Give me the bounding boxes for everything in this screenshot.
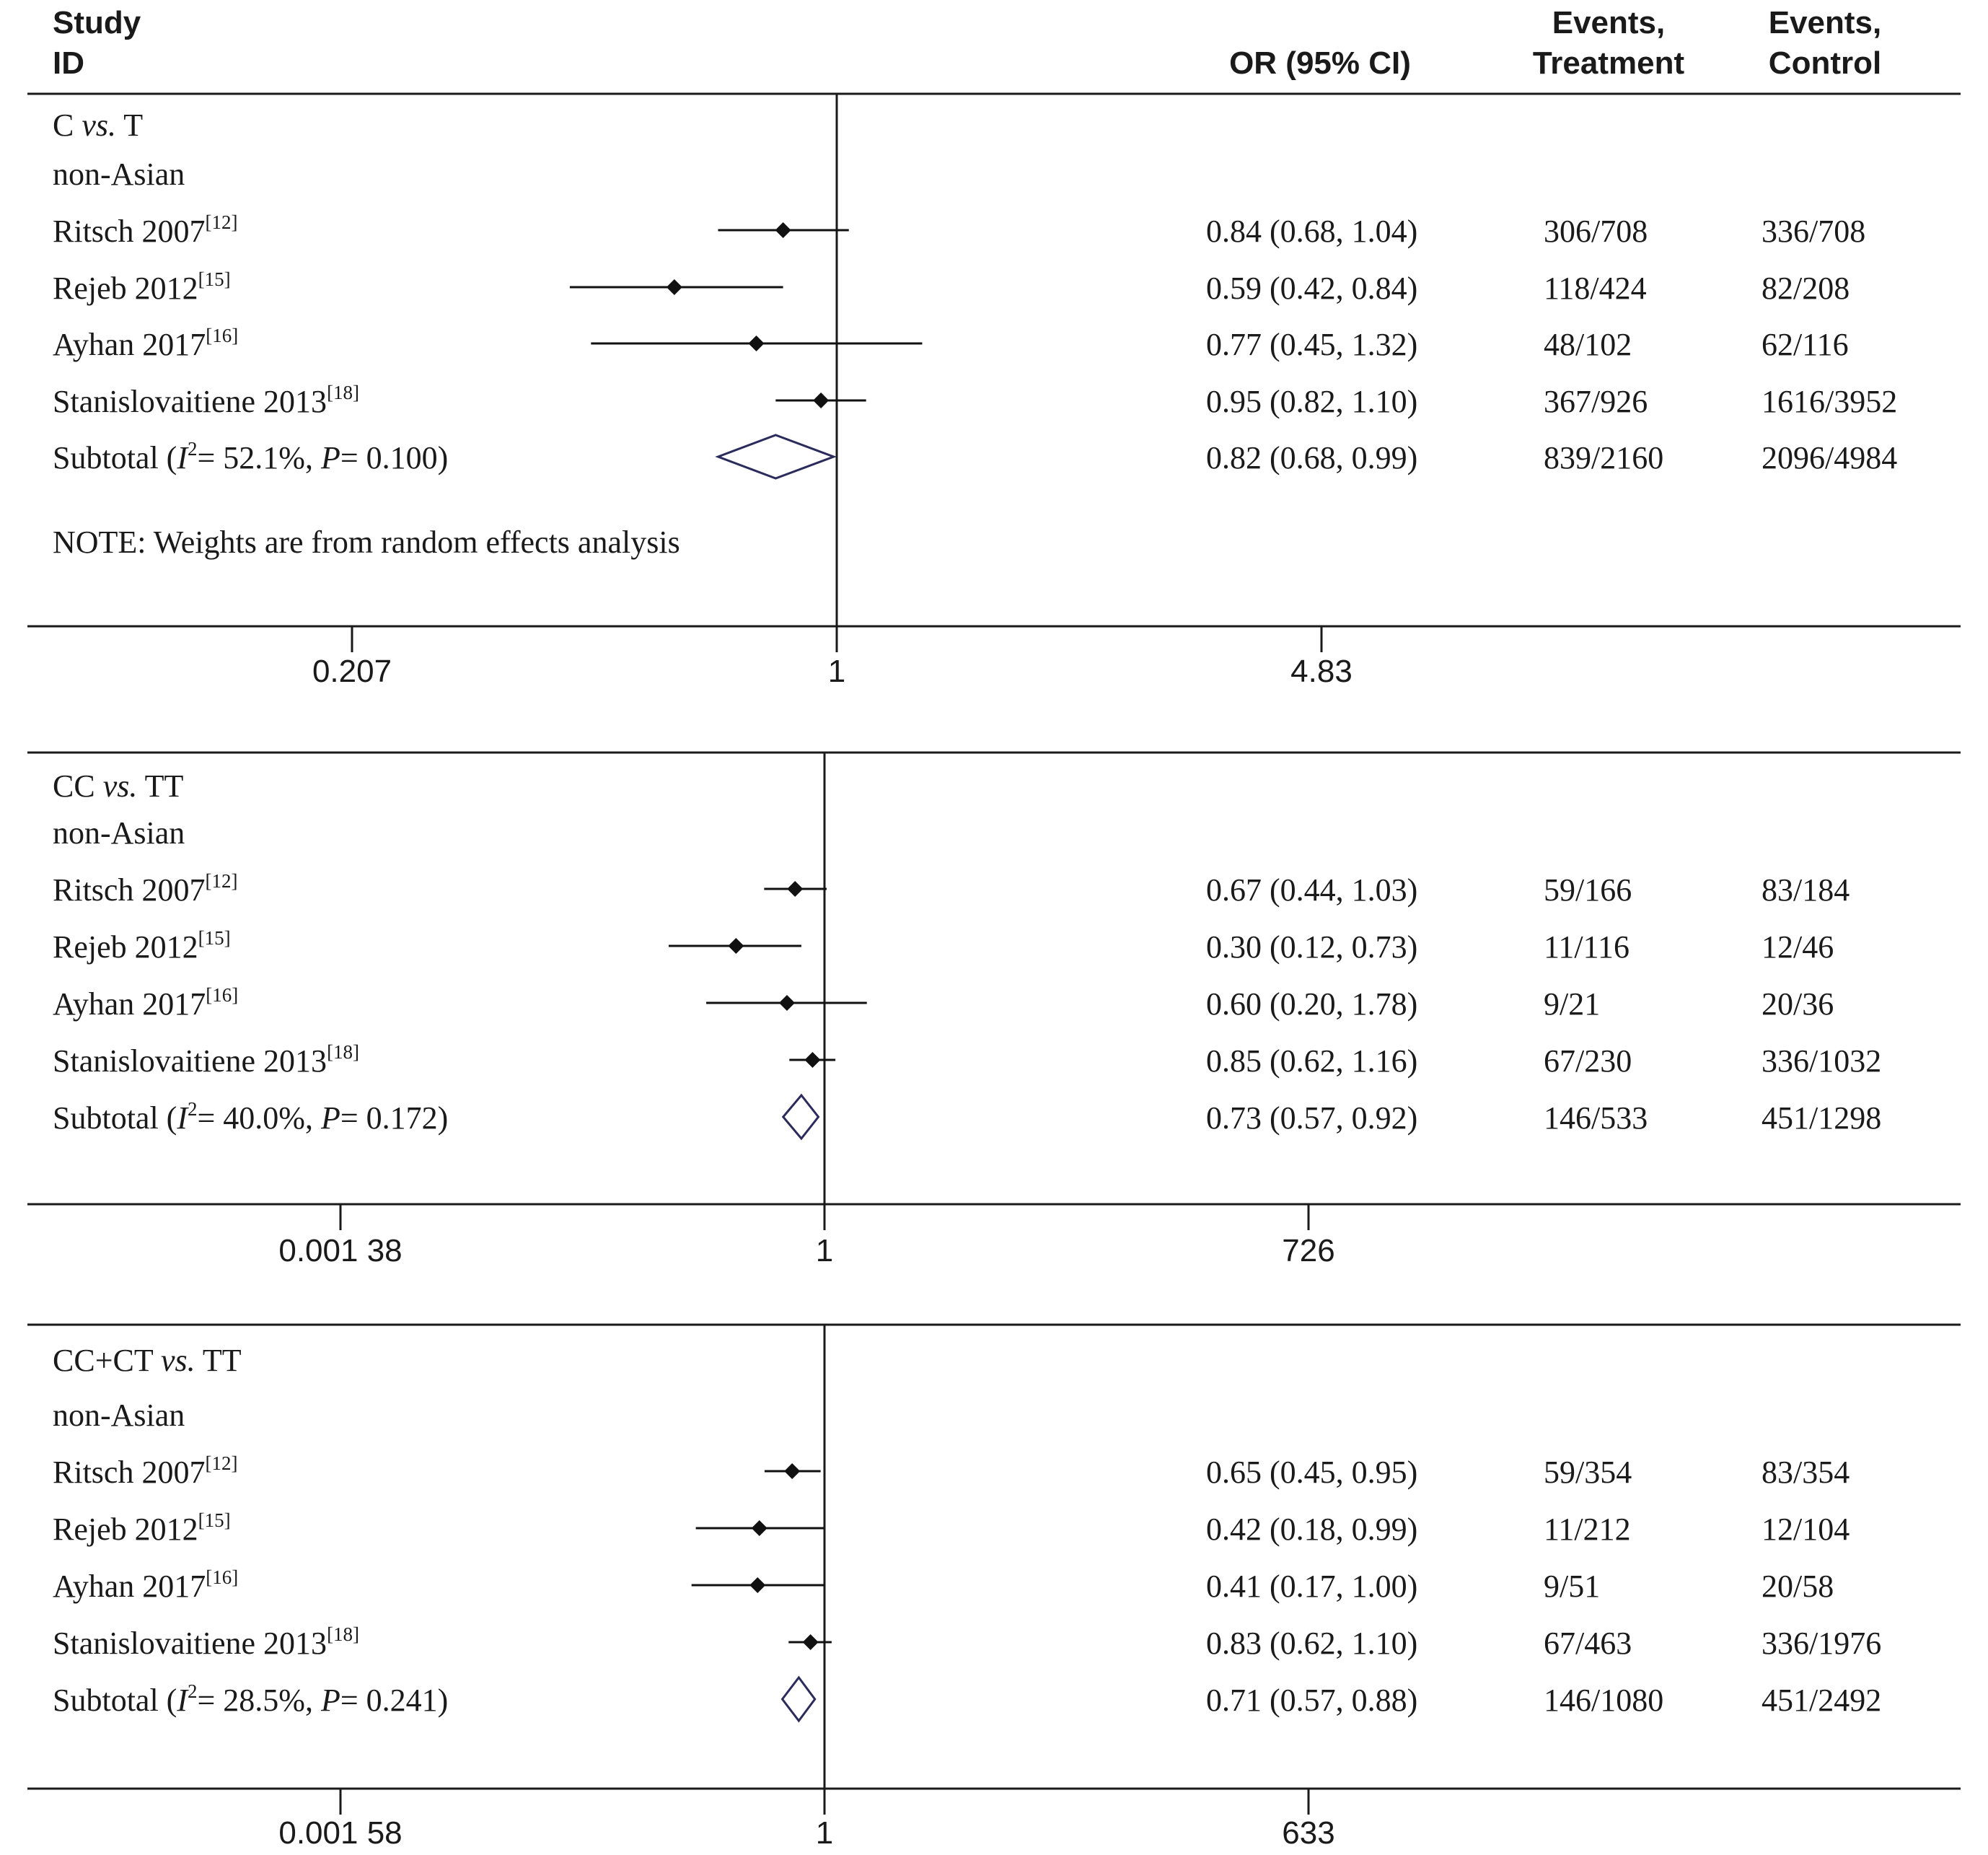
subtotal-or-ci-value: 0.73 (0.57, 0.92) xyxy=(1206,1100,1418,1136)
study-label xyxy=(53,325,238,362)
subtotal-events-treatment: 146/1080 xyxy=(1544,1683,1664,1718)
events-treatment-header-line1: Events, xyxy=(1552,5,1666,40)
subtotal-label xyxy=(53,438,448,475)
subtotal-or-ci-value: 0.82 (0.68, 0.99) xyxy=(1206,440,1418,475)
subgroup-label: non-Asian xyxy=(53,157,185,192)
study-label xyxy=(53,1041,359,1079)
comparison-vs: vs. xyxy=(160,1343,195,1378)
events-treatment-value: 67/463 xyxy=(1544,1626,1632,1661)
subtotal-word: Subtotal ( xyxy=(53,1100,177,1136)
pooled-estimate-diamond xyxy=(718,435,833,478)
x-tick-label: 0.001 58 xyxy=(278,1815,403,1851)
events-treatment-value: 67/230 xyxy=(1544,1043,1632,1079)
subtotal-i: I xyxy=(177,1100,188,1136)
or-ci-value: 0.77 (0.45, 1.32) xyxy=(1206,327,1418,362)
study-label xyxy=(53,870,237,908)
study-reference: [12] xyxy=(205,870,238,892)
comparison-title xyxy=(53,108,143,143)
study-name: Ritsch 2007 xyxy=(53,872,206,908)
or-ci-value: 0.65 (0.45, 0.95) xyxy=(1206,1455,1418,1490)
study-label xyxy=(53,1566,238,1604)
study-name: Stanislovaitiene 2013 xyxy=(53,384,327,419)
comparison-suffix: TT xyxy=(137,768,184,804)
comparison-prefix: CC xyxy=(53,768,103,804)
events-control-value: 12/46 xyxy=(1762,929,1834,965)
study-reference: [15] xyxy=(198,927,231,949)
events-treatment-value: 118/424 xyxy=(1544,271,1647,306)
events-control-value: 83/184 xyxy=(1762,872,1850,908)
subtotal-i2-value: = 52.1%, xyxy=(197,440,321,475)
study-header-line1: Study xyxy=(53,5,141,40)
comparison-vs: vs. xyxy=(102,768,138,804)
study-name: Ayhan 2017 xyxy=(53,986,206,1022)
subtotal-i2-value: = 28.5%, xyxy=(197,1683,321,1718)
subtotal-word: Subtotal ( xyxy=(53,1683,177,1718)
subtotal-or-ci-value: 0.71 (0.57, 0.88) xyxy=(1206,1683,1418,1718)
events-control-value: 82/208 xyxy=(1762,271,1850,306)
subtotal-events-treatment: 839/2160 xyxy=(1544,440,1664,475)
study-label xyxy=(53,1509,231,1547)
study-label xyxy=(53,927,231,965)
events-control-value: 336/1032 xyxy=(1762,1043,1882,1079)
study-name: Ayhan 2017 xyxy=(53,1569,206,1604)
point-estimate-marker xyxy=(813,393,829,408)
events-treatment-value: 9/21 xyxy=(1544,986,1601,1022)
subtotal-p: P xyxy=(320,1100,340,1136)
study-name: Ayhan 2017 xyxy=(53,327,206,362)
pooled-estimate-diamond xyxy=(783,1095,819,1139)
study-label xyxy=(53,211,237,249)
study-name: Rejeb 2012 xyxy=(53,1512,198,1547)
study-reference: [16] xyxy=(206,325,239,346)
study-reference: [18] xyxy=(327,382,360,403)
study-header-line2: ID xyxy=(53,45,84,81)
study-name: Stanislovaitiene 2013 xyxy=(53,1626,327,1661)
point-estimate-marker xyxy=(787,881,803,897)
events-control-value: 20/36 xyxy=(1762,986,1834,1022)
point-estimate-marker xyxy=(752,1520,768,1536)
subtotal-events-treatment: 146/533 xyxy=(1544,1100,1648,1136)
comparison-prefix: C xyxy=(53,108,82,143)
or-ci-value: 0.42 (0.18, 0.99) xyxy=(1206,1512,1418,1547)
events-treatment-value: 59/354 xyxy=(1544,1455,1632,1490)
subtotal-label xyxy=(53,1680,448,1718)
events-control-value: 62/116 xyxy=(1762,327,1849,362)
study-reference: [12] xyxy=(205,1452,238,1474)
study-name: Rejeb 2012 xyxy=(53,271,198,306)
subtotal-p-value: = 0.172) xyxy=(340,1100,449,1136)
comparison-title xyxy=(53,768,183,804)
x-tick-label: 1 xyxy=(815,1815,834,1851)
study-reference: [18] xyxy=(327,1623,360,1645)
study-reference: [18] xyxy=(327,1041,360,1063)
point-estimate-marker xyxy=(775,222,791,238)
subgroup-label: non-Asian xyxy=(53,1398,185,1433)
study-reference: [15] xyxy=(198,268,231,290)
comparison-prefix: CC+CT xyxy=(53,1343,161,1378)
point-estimate-marker xyxy=(784,1463,800,1479)
subtotal-word: Subtotal ( xyxy=(53,440,177,475)
comparison-suffix: TT xyxy=(195,1343,242,1378)
point-estimate-marker xyxy=(749,1577,765,1593)
events-control-value: 336/708 xyxy=(1762,214,1866,249)
events-control-value: 1616/3952 xyxy=(1762,384,1898,419)
subtotal-i-squared: 2 xyxy=(187,1098,198,1120)
point-estimate-marker xyxy=(728,938,744,954)
or-ci-value: 0.30 (0.12, 0.73) xyxy=(1206,929,1418,965)
point-estimate-marker xyxy=(803,1634,819,1650)
events-control-header-line1: Events, xyxy=(1768,5,1882,40)
point-estimate-marker xyxy=(804,1052,820,1068)
point-estimate-marker xyxy=(779,995,795,1011)
or-ci-value: 0.59 (0.42, 0.84) xyxy=(1206,271,1418,306)
subtotal-label xyxy=(53,1098,448,1136)
study-name: Stanislovaitiene 2013 xyxy=(53,1043,327,1079)
study-label xyxy=(53,984,238,1022)
or-ci-value: 0.95 (0.82, 1.10) xyxy=(1206,384,1418,419)
subtotal-i-squared: 2 xyxy=(187,438,198,460)
events-control-value: 20/58 xyxy=(1762,1569,1834,1604)
comparison-vs: vs. xyxy=(82,108,117,143)
events-treatment-header-line2: Treatment xyxy=(1532,45,1685,81)
events-control-value: 83/354 xyxy=(1762,1455,1850,1490)
events-treatment-value: 11/212 xyxy=(1544,1512,1631,1547)
x-tick-label: 1 xyxy=(827,654,846,689)
events-treatment-value: 367/926 xyxy=(1544,384,1648,419)
events-treatment-value: 11/116 xyxy=(1544,929,1629,965)
subtotal-events-control: 2096/4984 xyxy=(1762,440,1898,475)
study-label xyxy=(53,268,231,306)
x-tick-label: 726 xyxy=(1282,1233,1335,1268)
x-tick-label: 4.83 xyxy=(1290,654,1353,689)
subtotal-i: I xyxy=(177,1683,188,1718)
subtotal-p: P xyxy=(320,440,340,475)
or-ci-value: 0.84 (0.68, 1.04) xyxy=(1206,214,1418,249)
events-control-value: 12/104 xyxy=(1762,1512,1850,1547)
study-label xyxy=(53,1623,359,1661)
study-name: Rejeb 2012 xyxy=(53,929,198,965)
or-ci-value: 0.60 (0.20, 1.78) xyxy=(1206,986,1418,1022)
study-reference: [12] xyxy=(205,211,238,233)
x-tick-label: 0.207 xyxy=(312,654,392,689)
or-ci-value: 0.85 (0.62, 1.16) xyxy=(1206,1043,1418,1079)
events-treatment-value: 59/166 xyxy=(1544,872,1632,908)
subtotal-i: I xyxy=(177,440,188,475)
events-control-header-line2: Control xyxy=(1768,45,1882,81)
pooled-estimate-diamond xyxy=(783,1678,815,1721)
study-reference: [16] xyxy=(206,984,239,1006)
study-label xyxy=(53,1452,237,1490)
comparison-title xyxy=(53,1343,242,1378)
or-ci-value: 0.41 (0.17, 1.00) xyxy=(1206,1569,1418,1604)
study-name: Ritsch 2007 xyxy=(53,1455,206,1490)
x-tick-label: 633 xyxy=(1282,1815,1335,1851)
subtotal-p: P xyxy=(320,1683,340,1718)
study-reference: [16] xyxy=(206,1566,239,1588)
study-name: Ritsch 2007 xyxy=(53,214,206,249)
weights-note: NOTE: Weights are from random effects analysis xyxy=(53,525,680,560)
x-tick-label: 1 xyxy=(815,1233,834,1268)
point-estimate-marker xyxy=(748,336,764,351)
events-treatment-value: 48/102 xyxy=(1544,327,1632,362)
events-treatment-value: 306/708 xyxy=(1544,214,1648,249)
subgroup-label: non-Asian xyxy=(53,815,185,851)
point-estimate-marker xyxy=(667,279,682,295)
subtotal-events-control: 451/2492 xyxy=(1762,1683,1882,1718)
subtotal-p-value: = 0.100) xyxy=(340,440,449,475)
events-control-value: 336/1976 xyxy=(1762,1626,1882,1661)
subtotal-i2-value: = 40.0%, xyxy=(197,1100,321,1136)
subtotal-i-squared: 2 xyxy=(187,1680,198,1702)
events-treatment-value: 9/51 xyxy=(1544,1569,1601,1604)
study-reference: [15] xyxy=(198,1509,231,1531)
study-label xyxy=(53,382,359,419)
comparison-suffix: T xyxy=(116,108,144,143)
or-ci-value: 0.67 (0.44, 1.03) xyxy=(1206,872,1418,908)
or-ci-value: 0.83 (0.62, 1.10) xyxy=(1206,1626,1418,1661)
or-header-text: OR (95% CI) xyxy=(1229,45,1411,81)
subtotal-p-value: = 0.241) xyxy=(340,1683,449,1718)
subtotal-events-control: 451/1298 xyxy=(1762,1100,1882,1136)
x-tick-label: 0.001 38 xyxy=(278,1233,403,1268)
